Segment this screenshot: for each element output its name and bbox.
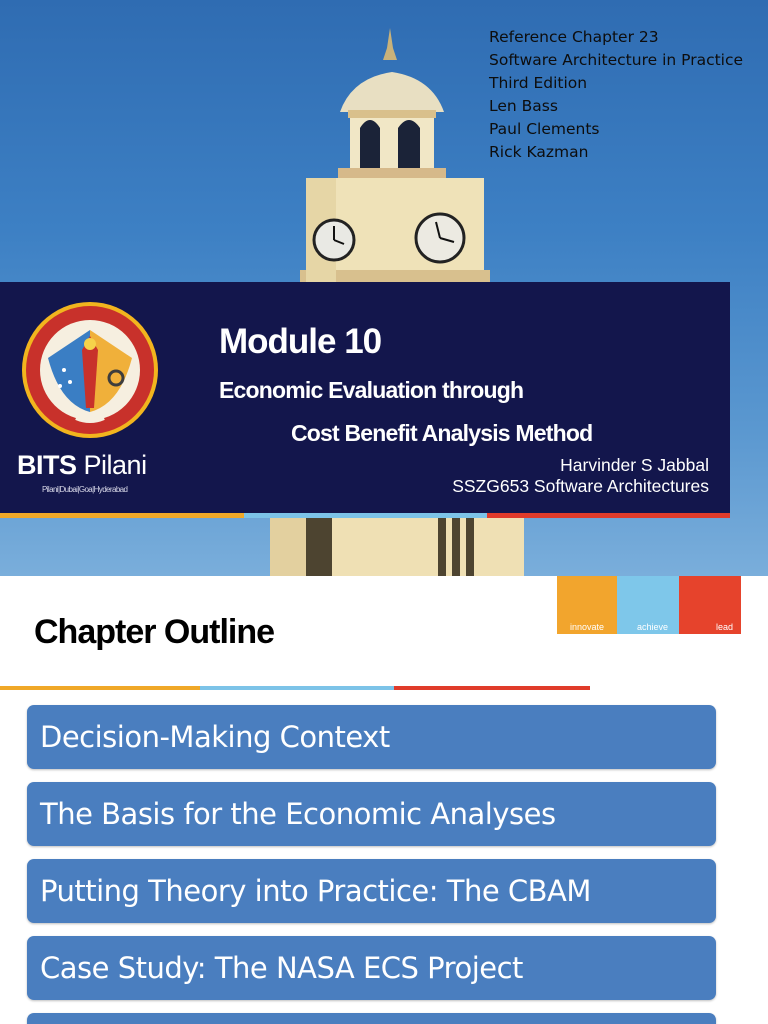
- outline-item: Putting Theory into Practice: The CBAM: [27, 859, 716, 923]
- module-title: Module 10: [219, 322, 382, 361]
- outline-item-partial: [27, 1013, 716, 1024]
- title-rule-yellow: [0, 686, 200, 690]
- outline-list: [27, 705, 716, 1024]
- reference-line: Third Edition: [489, 74, 588, 92]
- course-name: SSZG653 Software Architectures: [452, 476, 709, 496]
- outline-item: The Basis for the Economic Analyses: [27, 782, 716, 846]
- module-subtitle-line2: Cost Benefit Analysis Method: [291, 420, 593, 446]
- reference-line: Paul Clements: [489, 120, 600, 138]
- reference-line: Rick Kazman: [489, 143, 589, 161]
- tag-innovate: innovate: [557, 576, 617, 634]
- outline-slide: [0, 576, 768, 1024]
- module-subtitle-line1: Economic Evaluation through: [219, 377, 524, 403]
- title-rule-blue: [200, 686, 394, 690]
- tag-lead: lead: [679, 576, 741, 634]
- campus-list: Pilani|Dubai|Goa|Hyderabad: [42, 485, 128, 494]
- accent-stripe-blue: [244, 513, 487, 518]
- title-rule-red: [394, 686, 590, 690]
- accent-stripe-yellow: [0, 513, 244, 518]
- tagline-tags: [557, 576, 741, 634]
- reference-line: Software Architecture in Practice: [489, 51, 744, 69]
- tag-achieve: achieve: [617, 576, 679, 634]
- brand-name: BITS Pilani: [17, 450, 147, 480]
- author-block: [452, 455, 709, 497]
- outline-title: Chapter Outline: [34, 613, 275, 651]
- accent-stripe-red: [487, 513, 730, 518]
- bits-emblem-logo: [20, 300, 160, 440]
- outline-item: Case Study: The NASA ECS Project: [27, 936, 716, 1000]
- reference-line: Reference Chapter 23: [489, 28, 659, 46]
- reference-line: Len Bass: [489, 97, 558, 115]
- outline-item: Decision-Making Context: [27, 705, 716, 769]
- reference-block: [489, 26, 743, 164]
- author-name: Harvinder S Jabbal: [560, 455, 709, 475]
